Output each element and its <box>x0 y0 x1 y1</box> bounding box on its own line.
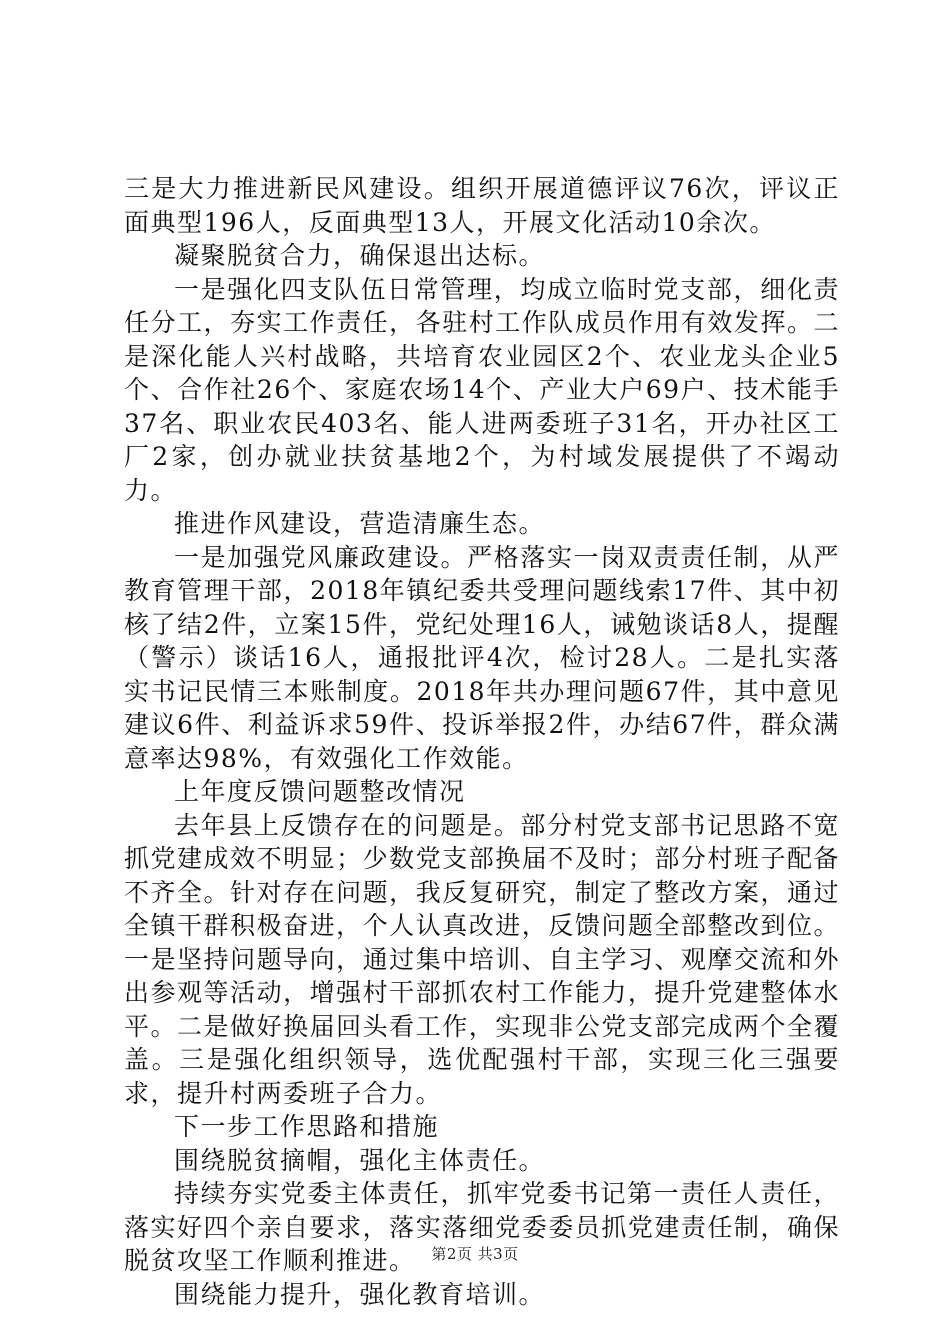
paragraph-feedback-issues: 去年县上反馈存在的问题是。部分村党支部书记思路不宽抓党建成效不明显；少数党支部换届不及时；部分村班子配备不齐全。针对存在问题，我反复研究，制定了整改方案，通过全镇干群积极奋进，个人认真改进，反馈问题全部整改到位。一是坚持问题导向，通过集中培训、自主学习、观摩交流和外出参观等活动，增强村干部抓农村工作能力，提升党建整体水平。二是做好换届回头看工作，实现非公党支部完成两个全覆盖。三是强化组织领导，选优配强村干部，实现三化三强要求，提升村两委班子合力。 <box>124 810 840 1108</box>
paragraph-team-management: 一是强化四支队伍日常管理，均成立临时党支部，细化责任分工，夯实工作责任，各驻村工作队成员作用有效发挥。二是深化能人兴村战略，共培育农业园区2个、农业龙头企业5个、合作社26个、家庭农场14个、产业大户69户、技术能手37名、职业农民403名、能人进两委班子31名，开办社区工厂2家，创办就业扶贫基地2个，为村域发展提供了不竭动力。 <box>124 274 840 505</box>
heading-rectification: 上年度反馈问题整改情况 <box>174 777 466 806</box>
heading-next-steps: 下一步工作思路和措施 <box>174 1112 440 1141</box>
paragraph-party-integrity: 一是加强党风廉政建设。严格落实一岗双责责任制，从严教育管理干部，2018年镇纪委共受理问题线索17件、其中初核了结2件，立案15件，党纪处理16人，诫勉谈话8人，提醒（警示）谈话16人，通报批评4次，检讨28人。二是扎实落实书记民情三本账制度。2018年共办理问题67件，其中意见建议6件、利益诉求59件、投诉举报2件，办结67件，群众满意率达98%，有效强化工作效能。 <box>124 542 840 773</box>
heading-education-training: 围绕能力提升，强化教育培训。 <box>174 1279 546 1309</box>
page-footer: 第2页 共3页 <box>431 1245 519 1263</box>
heading-work-style: 推进作风建设，营造清廉生态。 <box>174 509 546 538</box>
paragraph-party-committee: 持续夯实党委主体责任，抓牢党委书记第一责任人责任，落实好四个亲自要求，落实落细党委委员抓党建责任制，确保脱贫攻坚工作顺利推进。 <box>124 1179 840 1275</box>
paragraph-new-folk-customs: 三是大力推进新民风建设。组织开展道德评议76次，评议正面典型196人，反面典型13人，开展文化活动10余次。 <box>124 174 840 237</box>
document-body <box>124 172 840 1311</box>
heading-poverty-alleviation: 凝聚脱贫合力，确保退出达标。 <box>174 241 546 270</box>
heading-main-responsibility: 围绕脱贫摘帽，强化主体责任。 <box>174 1145 546 1175</box>
